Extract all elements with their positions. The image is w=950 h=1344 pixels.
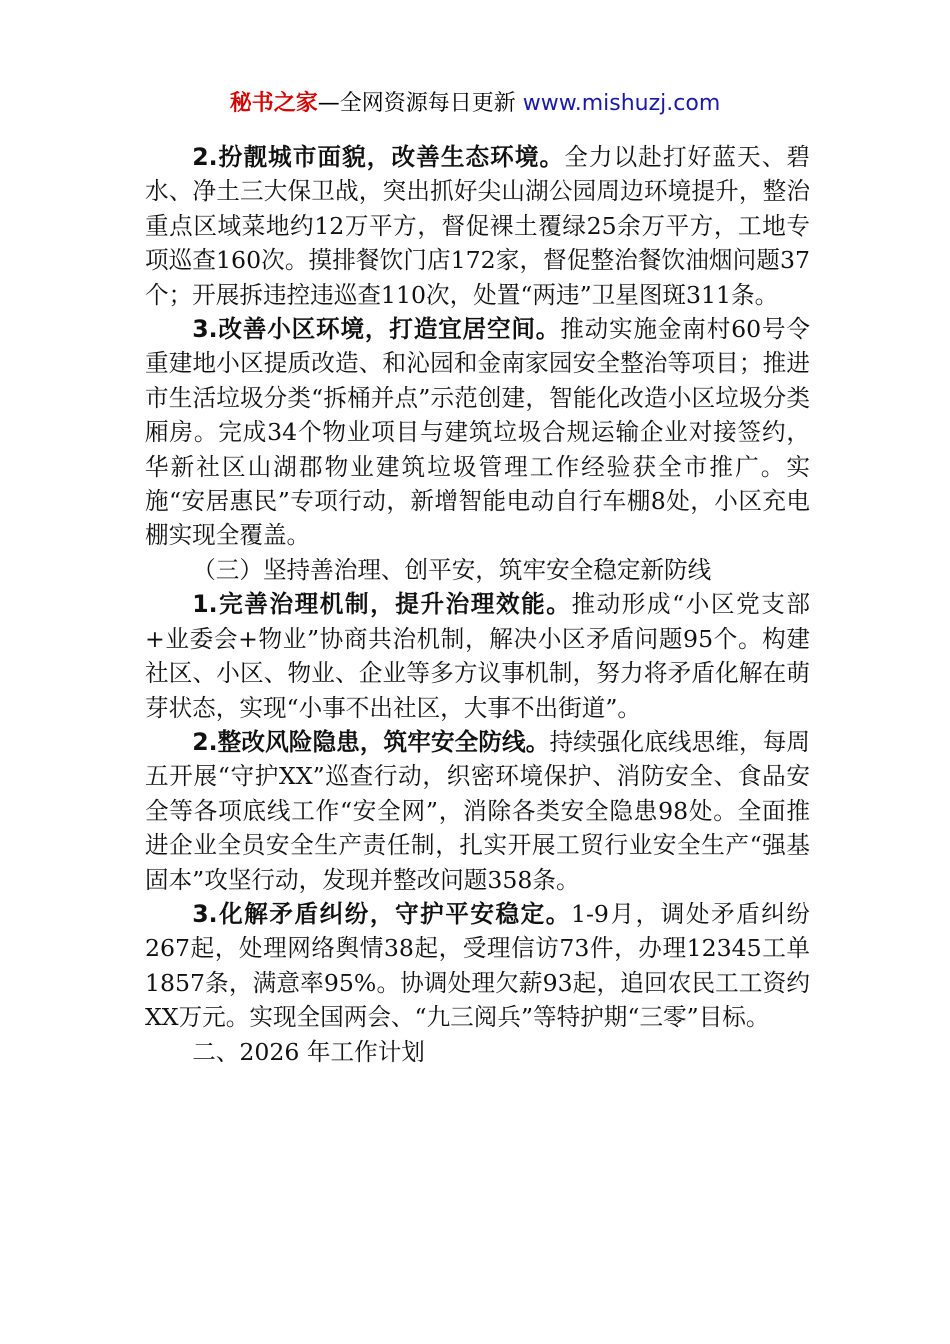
section-heading: [145, 553, 810, 587]
paragraph-text: 推动实施金南村60号令重建地小区提质改造、和沁园和金南家园安全整治等项目；推进市生活垃圾分类“拆桶并点”示范创建，智能化改造小区垃圾分类厢房。完成34个物业项目与建筑垃圾合规运输企业对接签约，华新社区山湖郡物业建筑垃圾管理工作经验获全市推广。实施“安居惠民”专项行动，新增智能电动自行车棚8处，小区充电棚实现全覆盖。: [145, 315, 810, 550]
paragraph: [145, 312, 810, 553]
paragraph-heading: 1.完善治理机制，提升治理效能。: [192, 590, 572, 619]
paragraph-heading: 3.化解矛盾纠纷，守护平安稳定。: [192, 899, 571, 928]
section-heading-text: 二、2026 年工作计划: [192, 1037, 425, 1066]
paragraph-text: 持续强化底线思维，每周五开展“守护XX”巡查行动，织密环境保护、消防安全、食品安全等各项底线工作“安全网”，消除各类安全隐患98处。全面推进企业全员安全生产责任制，扎实开展工贸行业安全生产“强基固本”攻坚行动，发现并整改问题358条。: [145, 727, 810, 894]
site-header: [0, 88, 950, 120]
section-heading-text: （三）坚持善治理、创平安，筑牢安全稳定新防线: [192, 555, 712, 584]
paragraph: [145, 725, 810, 897]
paragraph-heading: 3.改善小区环境，打造宜居空间。: [192, 315, 561, 344]
paragraph-text: 全力以赴打好蓝天、碧水、净土三大保卫战，突出抓好尖山湖公园周边环境提升，整治重点区域菜地约12万平方，督促裸土覆绿25余万平方，工地专项巡查160次。摸排餐饮门店172家，督促整治餐饮油烟问题37个；开展拆违控违巡查110次，处置“两违”卫星图斑311条。: [145, 143, 811, 309]
paragraph-text: 推动形成“小区党支部+业委会+物业”协商共治机制，解决小区矛盾问题95个。构建社区、小区、物业、企业等多方议事机制，努力将矛盾化解在萌芽状态，实现“小事不出社区，大事不出街道”。: [145, 590, 810, 722]
site-tagline: —全网资源每日更新: [317, 91, 516, 116]
section-heading: [145, 1035, 810, 1069]
site-url[interactable]: www.mishuzj.com: [522, 91, 721, 116]
paragraph-text: 1-9月，调处矛盾纠纷267起，处理网络舆情38起，受理信访73件，办理12345工单1857条，满意率95%。协调处理欠薪93起，追回农民工工资约XX万元。实现全国两会、“九三阅兵”等特护期“三零”目标。: [145, 899, 810, 1032]
paragraph-heading: 2.扮靓城市面貌，改善生态环境。: [192, 143, 565, 171]
paragraph: [145, 587, 810, 725]
paragraph-heading: 2.整改风险隐患，筑牢安全防线。: [192, 727, 550, 756]
document-body: [145, 140, 810, 1069]
site-brand: 秘书之家: [229, 91, 318, 116]
paragraph: [145, 140, 810, 312]
paragraph: [145, 897, 810, 1035]
